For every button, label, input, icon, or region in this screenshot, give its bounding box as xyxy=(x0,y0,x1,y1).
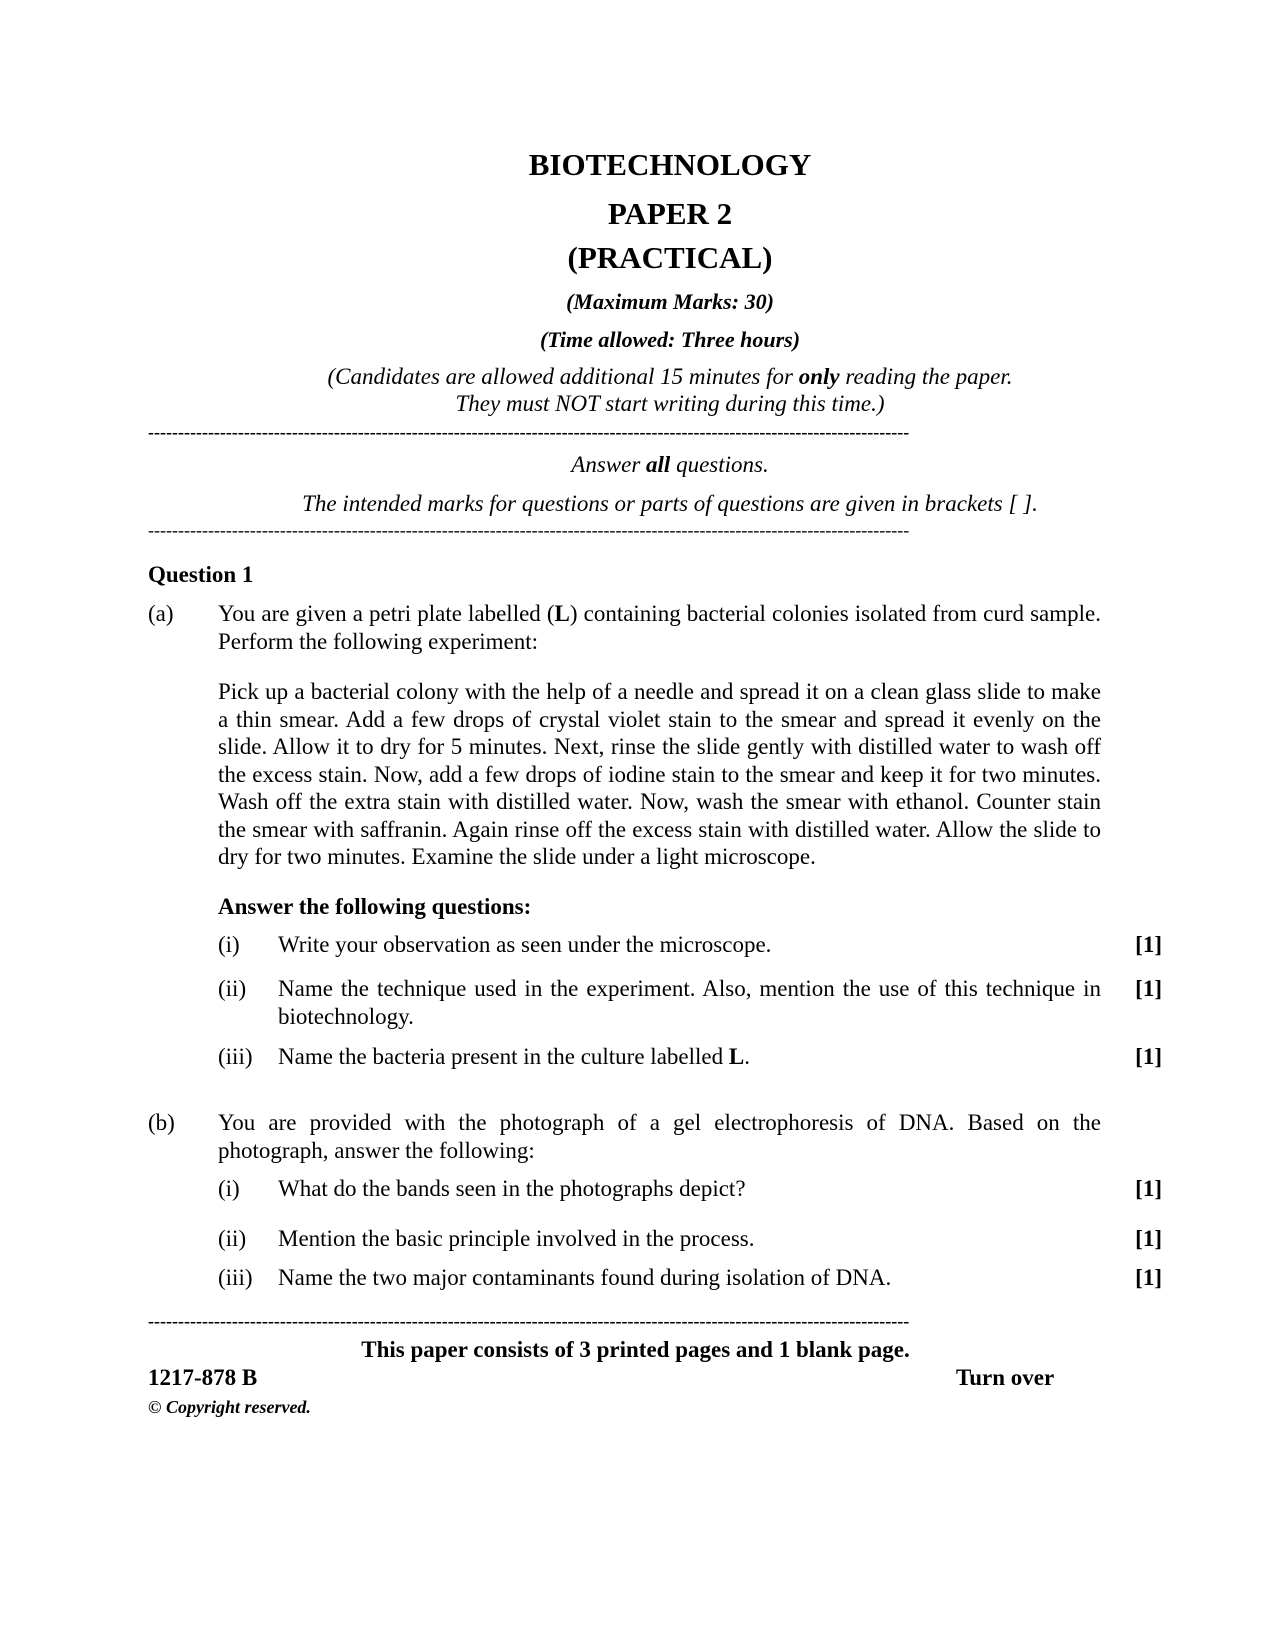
paper-type: (PRACTICAL) xyxy=(567,240,773,275)
part-b-intro: You are provided with the photograph of a gel electrophoresis of DNA. Based on the photograph, answer the following: xyxy=(218,1109,1101,1163)
part-b-item-ii xyxy=(148,1225,1192,1253)
note-text-post: reading the paper. xyxy=(839,364,1013,389)
part-b-item-iii xyxy=(148,1264,1192,1292)
item-label: (ii) xyxy=(218,975,247,1001)
item-text: Name the two major contaminants found during isolation of DNA. xyxy=(278,1264,892,1290)
procedure-paragraph: Pick up a bacterial colony with the help of a needle and spread it on a clean glass slide to make a thin smear. Add a few drops of crystal violet stain to the smear and spread it evenly on the slide. Allow it to dry for 5 minutes. Next, rinse the slide gently with distilled water to wash off the excess stain. Now, add a few drops of iodine stain to the smear and keep it for two minutes. Wash off the extra stain with distilled water. Now, wash the smear with ethanol. Counter stain the smear with saffranin. Again rinse off the excess stain with distilled water. Allow the slide to dry for two minutes. Examine the slide under a light microscope. xyxy=(218,679,1101,869)
instruction-pre: Answer xyxy=(571,452,647,477)
divider-instructions: ------------------------------------------------------------------------------------------------------------------------------- xyxy=(148,525,910,537)
intro-bold: L xyxy=(554,601,570,626)
paper-code: 1217-878 B xyxy=(148,1364,258,1390)
item-label: (iii) xyxy=(218,1043,253,1069)
marks-badge: [1] xyxy=(1135,975,1162,1001)
part-b xyxy=(148,1109,1192,1165)
reading-time-note xyxy=(148,363,1192,417)
copyright-notice: © Copyright reserved. xyxy=(148,1396,311,1417)
item-text: Mention the basic principle involved in the process. xyxy=(278,1225,755,1251)
item-text-post: . xyxy=(744,1043,750,1069)
note-text-pre: (Candidates are allowed additional 15 minutes for xyxy=(327,364,799,389)
marks-badge: [1] xyxy=(1135,1175,1162,1201)
item-text xyxy=(278,1043,1101,1071)
divider-top: ------------------------------------------------------------------------------------------------------------------------------- xyxy=(148,427,910,439)
part-a-item-ii xyxy=(148,975,1192,1031)
marks-badge: [1] xyxy=(1135,1264,1162,1290)
turn-over-label: Turn over xyxy=(956,1364,1055,1390)
item-text: Name the technique used in the experiment. Also, mention the use of this technique in biotechnology. xyxy=(278,975,1101,1029)
intro-post: ) containing bacterial colonies isolated from curd sample. Perform the following experiment: xyxy=(218,601,1101,654)
paper-number: PAPER 2 xyxy=(607,196,733,231)
part-a xyxy=(148,600,1192,656)
intro-pre: You are given a petri plate labelled ( xyxy=(218,601,555,626)
marks-badge: [1] xyxy=(1135,1225,1162,1251)
marks-badge: [1] xyxy=(1135,1043,1162,1069)
answer-following-heading: Answer the following questions: xyxy=(218,893,532,919)
part-b-label: (b) xyxy=(148,1109,175,1135)
instruction-bold: all xyxy=(646,452,671,477)
part-a-intro xyxy=(218,600,1101,656)
instruction-marks: The intended marks for questions or parts of questions are given in brackets [ ]. xyxy=(302,491,1038,516)
item-label: (ii) xyxy=(218,1225,247,1251)
item-text: What do the bands seen in the photographs depict? xyxy=(278,1175,746,1201)
part-a-item-iii xyxy=(148,1043,1192,1071)
part-a-item-i xyxy=(148,931,1192,959)
instruction-answer-all xyxy=(148,451,1192,478)
item-label: (i) xyxy=(218,931,240,957)
note-text-bold: only xyxy=(798,364,840,389)
page-count-notice: This paper consists of 3 printed pages and 1 blank page. xyxy=(361,1336,910,1362)
marks-badge: [1] xyxy=(1135,931,1162,957)
time-allowed: (Time allowed: Three hours) xyxy=(539,327,801,352)
part-a-label: (a) xyxy=(148,601,174,626)
item-label: (iii) xyxy=(218,1264,253,1290)
footer-row xyxy=(148,1364,1192,1392)
instruction-post: questions. xyxy=(670,452,769,477)
item-text: Write your observation as seen under the microscope. xyxy=(278,931,772,957)
question-1-heading: Question 1 xyxy=(148,562,254,587)
max-marks: (Maximum Marks: 30) xyxy=(566,289,774,314)
divider-bottom: ------------------------------------------------------------------------------------------------------------------------------- xyxy=(148,1315,910,1328)
part-b-item-i xyxy=(148,1175,1192,1203)
item-text-bold: L xyxy=(728,1043,745,1069)
subject-title: BIOTECHNOLOGY xyxy=(528,147,812,182)
item-label: (i) xyxy=(218,1175,240,1201)
item-text-pre: Name the bacteria present in the culture labelled xyxy=(278,1043,729,1069)
exam-page xyxy=(148,140,1192,1418)
note-text-line2: They must NOT start writing during this time.) xyxy=(455,391,885,416)
